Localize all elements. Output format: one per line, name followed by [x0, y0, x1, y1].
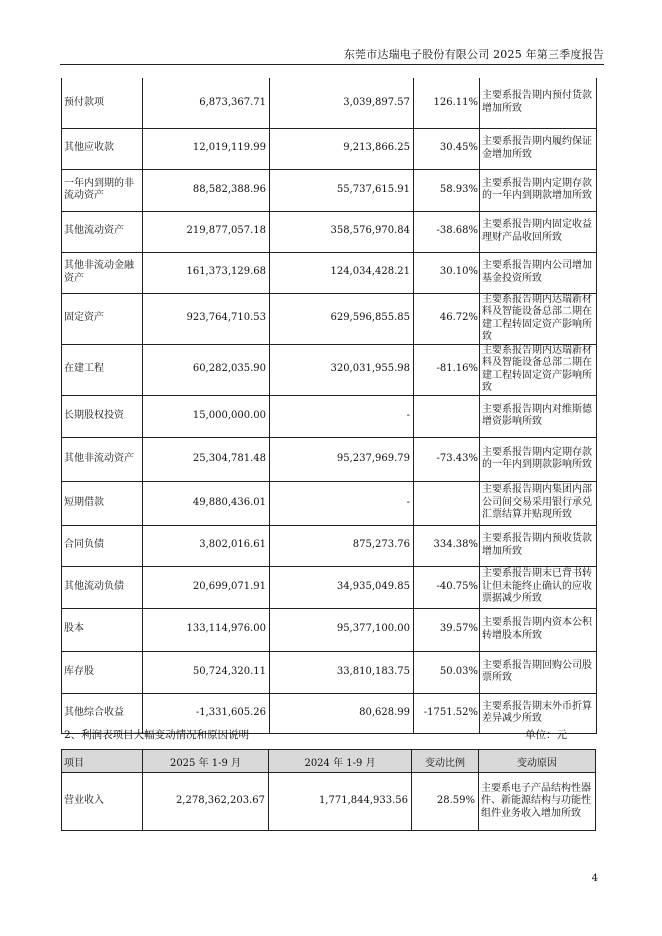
change-cell: 334.38%	[414, 525, 480, 566]
table-row	[62, 293, 597, 344]
table-row	[62, 344, 597, 395]
reason-cell: 主要系报告期内公司增加基金投资所致	[480, 252, 597, 293]
reason-cell: 主要系报告期内资本公积转增股本所致	[480, 608, 597, 651]
item-cell: 预付款项	[62, 78, 143, 128]
header-previous: 2024 年 1-9 月	[269, 750, 412, 773]
reason-cell: 主要系报告期末外币折算差异减少所致	[480, 693, 597, 733]
item-cell: 在建工程	[62, 344, 143, 395]
current-cell: 20,699,071.91	[143, 566, 270, 608]
previous-cell: 875,273.76	[270, 525, 414, 566]
change-cell	[414, 481, 480, 525]
reason-cell: 主要系报告期内集团内部公司间交易采用银行承兑汇票结算并贴现所致	[480, 481, 597, 525]
current-cell: -1,331,605.26	[143, 693, 270, 733]
item-cell: 其他应收款	[62, 128, 143, 169]
change-cell: 30.10%	[414, 252, 480, 293]
item-cell: 其他综合收益	[62, 693, 143, 733]
previous-cell: 80,628.99	[270, 693, 414, 733]
report-header: 东莞市达瑞电子股份有限公司 2025 年第三季度报告	[343, 48, 604, 61]
current-cell: 15,000,000.00	[143, 395, 270, 437]
table-row	[62, 437, 597, 481]
current-cell: 923,764,710.53	[143, 293, 270, 344]
current-cell: 50,724,320.11	[143, 651, 270, 693]
previous-cell: 33,810,183.75	[270, 651, 414, 693]
page-number: 4	[591, 873, 598, 884]
change-cell: 46.72%	[414, 293, 480, 344]
table-row	[62, 651, 597, 693]
current-cell: 25,304,781.48	[143, 437, 270, 481]
item-cell: 其他流动负债	[62, 566, 143, 608]
reason-cell: 主要系报告期内预收货款增加所致	[480, 525, 597, 566]
item-cell: 短期借款	[62, 481, 143, 525]
change-cell: -40.75%	[414, 566, 480, 608]
current-cell: 12,019,119.99	[143, 128, 270, 169]
change-cell: 28.59%	[412, 773, 479, 831]
table-row	[62, 169, 597, 211]
item-cell: 营业收入	[62, 773, 143, 831]
item-cell: 合同负债	[62, 525, 143, 566]
change-cell: -81.16%	[414, 344, 480, 395]
unit-label: 单位：元	[525, 729, 567, 741]
change-cell: -38.68%	[414, 211, 480, 252]
reason-cell: 主要系报告期内定期存款的一年内到期款影响所致	[480, 437, 597, 481]
previous-cell: 124,034,428.21	[270, 252, 414, 293]
item-cell: 固定资产	[62, 293, 143, 344]
change-cell: 126.11%	[414, 78, 480, 128]
table-row	[62, 608, 597, 651]
current-cell: 219,877,057.18	[143, 211, 270, 252]
previous-cell: -	[270, 481, 414, 525]
current-cell: 49,880,436.01	[143, 481, 270, 525]
change-cell: 30.45%	[414, 128, 480, 169]
table-row	[62, 128, 597, 169]
table-row	[62, 566, 597, 608]
section-title: 2、利润表项目大幅变动情况和原因说明	[64, 729, 250, 741]
reason-cell: 主要系电子产品结构性器件、新能源结构与功能性组件业务收入增加所致	[479, 773, 596, 831]
item-cell: 股本	[62, 608, 143, 651]
current-cell: 60,282,035.90	[143, 344, 270, 395]
header-item: 项目	[62, 750, 143, 773]
header-change: 变动比例	[412, 750, 479, 773]
current-cell: 2,278,362,203.67	[143, 773, 269, 831]
income-statement-change-table	[61, 749, 596, 831]
current-cell: 3,802,016.61	[143, 525, 270, 566]
previous-cell: 629,596,855.85	[270, 293, 414, 344]
reason-cell: 主要系报告期末已背书转让但未能终止确认的应收票据减少所致	[480, 566, 597, 608]
previous-cell: 3,039,897.57	[270, 78, 414, 128]
reason-cell: 主要系报告期内定期存款的一年内到期款增加所致	[480, 169, 597, 211]
balance-sheet-change-table	[61, 78, 597, 734]
header-divider	[60, 64, 604, 65]
reason-cell: 主要系报告期内对维斯德增资影响所致	[480, 395, 597, 437]
reason-cell: 主要系报告期内预付货款增加所致	[480, 78, 597, 128]
current-cell: 6,873,367.71	[143, 78, 270, 128]
reason-cell: 主要系报告期回购公司股票所致	[480, 651, 597, 693]
change-cell: -73.43%	[414, 437, 480, 481]
item-cell: 其他非流动资产	[62, 437, 143, 481]
previous-cell: 34,935,049.85	[270, 566, 414, 608]
current-cell: 133,114,976.00	[143, 608, 270, 651]
header-current: 2025 年 1-9 月	[143, 750, 269, 773]
table-row	[62, 525, 597, 566]
previous-cell: 358,576,970.84	[270, 211, 414, 252]
reason-cell: 主要系报告期内达瑞新材料及智能设备总部二期在建工程转固定资产影响所致	[480, 344, 597, 395]
current-cell: 88,582,388.96	[143, 169, 270, 211]
previous-cell: 55,737,615.91	[270, 169, 414, 211]
previous-cell: 1,771,844,933.56	[269, 773, 412, 831]
previous-cell: 320,031,955.98	[270, 344, 414, 395]
item-cell: 长期股权投资	[62, 395, 143, 437]
reason-cell: 主要系报告期内达瑞新材料及智能设备总部二期在建工程转固定资产影响所致	[480, 293, 597, 344]
change-cell: 58.93%	[414, 169, 480, 211]
current-cell: 161,373,129.68	[143, 252, 270, 293]
reason-cell: 主要系报告期内固定收益理财产品收回所致	[480, 211, 597, 252]
change-cell	[414, 395, 480, 437]
change-cell: -1751.52%	[414, 693, 480, 733]
reason-cell: 主要系报告期内履约保证金增加所致	[480, 128, 597, 169]
item-cell: 一年内到期的非流动资产	[62, 169, 143, 211]
change-cell: 39.57%	[414, 608, 480, 651]
previous-cell: -	[270, 395, 414, 437]
item-cell: 其他非流动金融资产	[62, 252, 143, 293]
table-row	[62, 78, 597, 128]
item-cell: 库存股	[62, 651, 143, 693]
previous-cell: 95,377,100.00	[270, 608, 414, 651]
table-row	[62, 211, 597, 252]
table-row	[62, 252, 597, 293]
table-row	[62, 481, 597, 525]
header-reason: 变动原因	[479, 750, 596, 773]
previous-cell: 9,213,866.25	[270, 128, 414, 169]
previous-cell: 95,237,969.79	[270, 437, 414, 481]
item-cell: 其他流动资产	[62, 211, 143, 252]
change-cell: 50.03%	[414, 651, 480, 693]
table-row	[62, 395, 597, 437]
table-row	[62, 773, 596, 831]
